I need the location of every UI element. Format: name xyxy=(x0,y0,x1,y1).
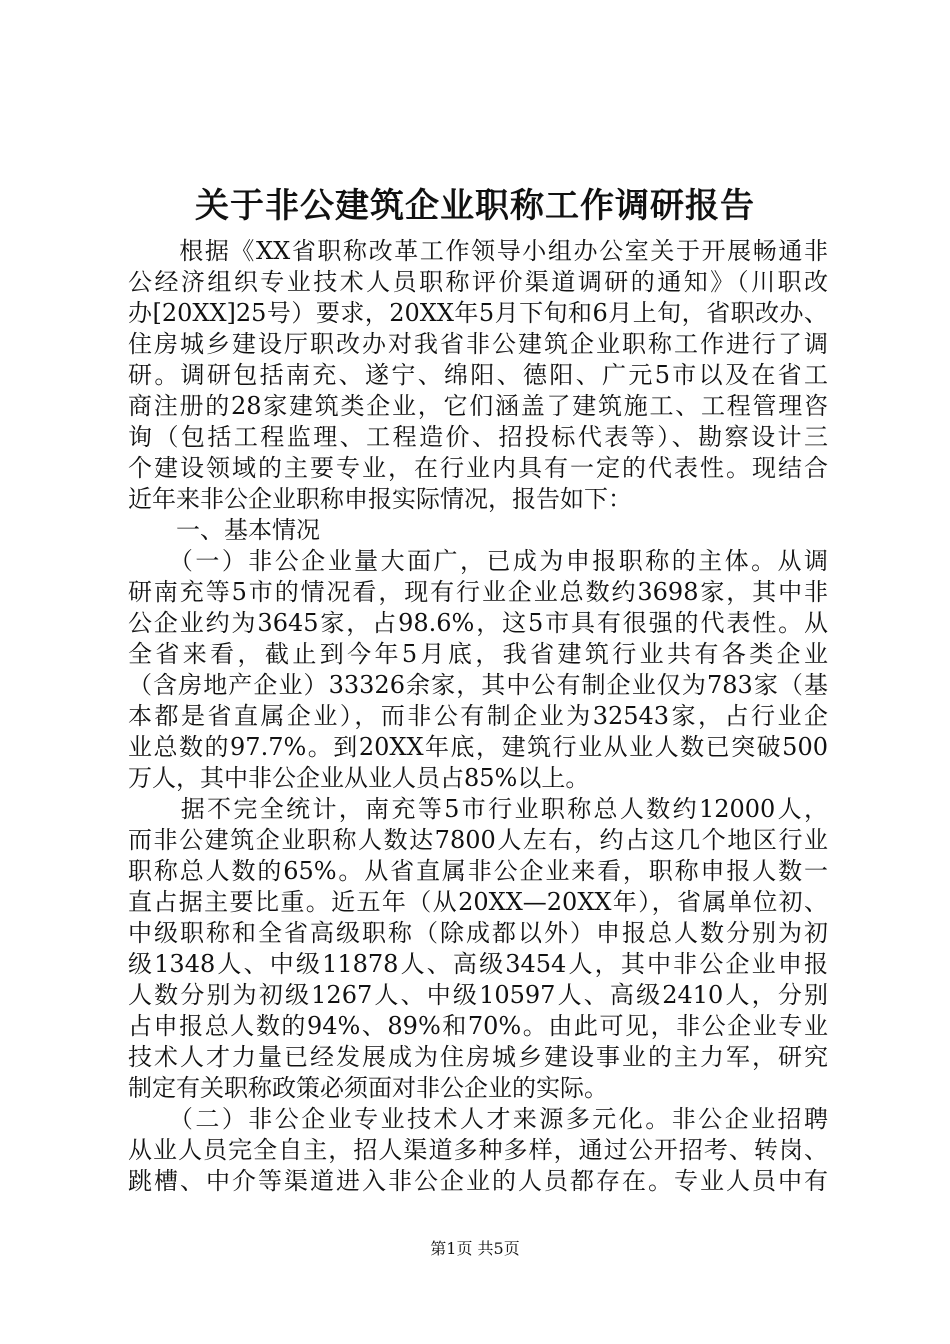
body-line: 根据《XX省职称改革工作领导小组办公室关于开展畅通非 xyxy=(128,237,828,265)
body-line: 制定有关职称政策必须面对非公企业的实际。 xyxy=(128,1074,608,1102)
body-line: 研南充等5市的情况看，现有行业企业总数约3698家，其中非 xyxy=(128,578,828,606)
body-line: 跳槽、中介等渠道进入非公企业的人员都存在。专业人员中有 xyxy=(128,1167,828,1195)
page-footer: 第1页 共5页 xyxy=(430,1239,520,1258)
body-line: 职称总人数的65%。从省直属非公企业来看，职称申报人数一 xyxy=(128,857,828,885)
body-line: 技术人才力量已经发展成为住房城乡建设事业的主力军，研究 xyxy=(128,1043,828,1071)
body-line: 研。调研包括南充、遂宁、绵阳、德阳、广元5市以及在省工 xyxy=(128,361,828,389)
body-line: 本都是省直属企业），而非公有制企业为32543家，占行业企 xyxy=(128,702,828,730)
body-line: 据不完全统计，南充等5市行业职称总人数约12000人， xyxy=(128,795,828,823)
body-line: 公经济组织专业技术人员职称评价渠道调研的通知》（川职改 xyxy=(128,268,828,296)
document-body xyxy=(128,236,828,1197)
body-line: （含房地产企业）33326余家，其中公有制企业仅为783家（基 xyxy=(128,671,828,699)
body-line: 万人，其中非公企业从业人员占85%以上。 xyxy=(128,764,590,792)
body-line: 近年来非公企业职称申报实际情况，报告如下： xyxy=(128,485,632,513)
body-line: 中级职称和全省高级职称（除成都以外）申报总人数分别为初 xyxy=(128,919,828,947)
body-line: 个建设领域的主要专业，在行业内具有一定的代表性。现结合 xyxy=(128,454,828,482)
body-line: 而非公建筑企业职称人数达7800人左右，约占这几个地区行业 xyxy=(128,826,828,854)
body-line: （一）非公企业量大面广，已成为申报职称的主体。从调 xyxy=(128,547,828,575)
body-line: （二）非公企业专业技术人才来源多元化。非公企业招聘 xyxy=(128,1105,828,1133)
body-line: 级1348人、中级11878人、高级3454人，其中非公企业申报 xyxy=(128,950,828,978)
body-line: 询（包括工程监理、工程造价、招投标代表等）、勘察设计三 xyxy=(128,423,828,451)
body-line: 占申报总人数的94%、89%和70%。由此可见，非公企业专业 xyxy=(128,1012,828,1040)
body-line: 业总数的97.7%。到20XX年底，建筑行业从业人数已突破500 xyxy=(128,733,828,761)
body-line: 直占据主要比重。近五年（从20XX—20XX年），省属单位初、 xyxy=(128,888,828,916)
body-line: 全省来看，截止到今年5月底，我省建筑行业共有各类企业 xyxy=(128,640,828,668)
body-line: 办[20XX]25号）要求，20XX年5月下旬和6月上旬，省职改办、 xyxy=(128,299,828,327)
section-heading: 一、基本情况 xyxy=(128,516,320,544)
body-line: 公企业约为3645家，占98.6%，这5市具有很强的代表性。从 xyxy=(128,609,828,637)
body-line: 商注册的28家建筑类企业，它们涵盖了建筑施工、工程管理咨 xyxy=(128,392,828,420)
body-line: 住房城乡建设厅职改办对我省非公建筑企业职称工作进行了调 xyxy=(128,330,828,358)
body-line: 从业人员完全自主，招人渠道多种多样，通过公开招考、转岗、 xyxy=(128,1136,828,1164)
document-title: 关于非公建筑企业职称工作调研报告 xyxy=(195,186,755,226)
body-line: 人数分别为初级1267人、中级10597人、高级2410人，分别 xyxy=(128,981,828,1009)
